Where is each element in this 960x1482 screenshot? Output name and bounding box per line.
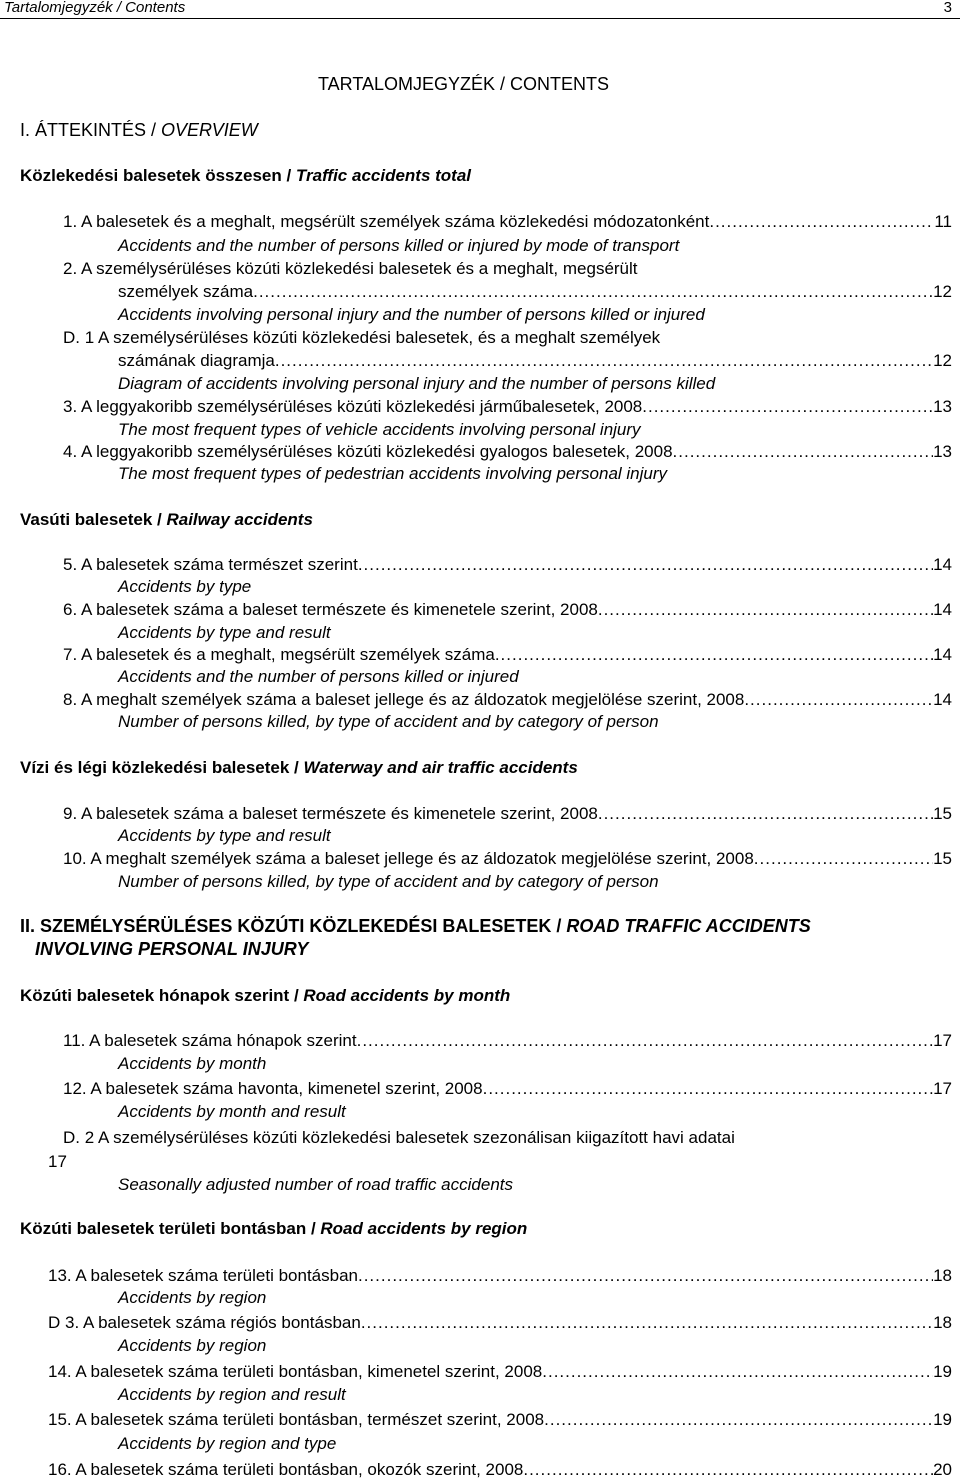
- toc-entry-9[interactable]: 9. A balesetek száma a baleset természete és kimenetele szerint, 2008 ..... 15: [63, 804, 952, 824]
- toc-entry-15-english: Accidents by region and type: [118, 1434, 337, 1453]
- toc-entry-3[interactable]: 3. A leggyakoribb személysérüléses közúti közlekedési járműbalesetek, 2008 ..... 13: [63, 397, 952, 417]
- toc-entry-d1[interactable]: számának diagramja ..... 12: [118, 351, 952, 371]
- section-heading-waterway-air: Vízi és légi közlekedési balesetek / Waterway and air traffic accidents: [20, 758, 578, 777]
- toc-entry-10[interactable]: 10. A meghalt személyek száma a baleset jellege és az áldozatok megjelölése szerint, 2008 ..... 15: [63, 849, 952, 869]
- toc-entry-11-english: Accidents by month: [118, 1054, 267, 1073]
- toc-entry-6[interactable]: 6. A balesetek száma a baleset természete és kimenetele szerint, 2008 ..... 14: [63, 600, 952, 620]
- page-title: TARTALOMJEGYZÉK / CONTENTS: [318, 74, 610, 94]
- page-number: 3: [943, 0, 952, 16]
- toc-entry-12-english: Accidents by month and result: [118, 1102, 346, 1121]
- part-heading-road-traffic: II. SZEMÉLYSÉRÜLÉSES KÖZÚTI KÖZLEKEDÉSI BALESETEK / ROAD TRAFFIC ACCIDENTS: [20, 916, 811, 936]
- section-heading-by-month: Közúti balesetek hónapok szerint / Road accidents by month: [20, 986, 511, 1005]
- toc-entry-6-english: Accidents by type and result: [118, 623, 331, 642]
- toc-entry-15[interactable]: 15. A balesetek száma területi bontásban, természet szerint, 2008 ..... 19: [48, 1410, 952, 1430]
- toc-entry-7[interactable]: 7. A balesetek és a meghalt, megsérült személyek száma ..... 14: [63, 645, 952, 665]
- toc-entry-d2-page: 17: [48, 1152, 67, 1171]
- page-header: [0, 0, 960, 19]
- section-heading-by-region: Közúti balesetek területi bontásban / Road accidents by region: [20, 1219, 528, 1238]
- toc-entry-4-english: The most frequent types of pedestrian accidents involving personal injury: [118, 464, 668, 483]
- toc-entry-16[interactable]: 16. A balesetek száma területi bontásban, okozók szerint, 2008 ..... 20: [48, 1460, 952, 1480]
- toc-entry-7-english: Accidents and the number of persons killed or injured: [118, 667, 519, 686]
- toc-entry-2-english: Accidents involving personal injury and the number of persons killed or injured: [118, 305, 705, 324]
- toc-entry-13[interactable]: 13. A balesetek száma területi bontásban ..... 18: [48, 1266, 952, 1286]
- part-heading-overview: I. ÁTTEKINTÉS / OVERVIEW: [20, 120, 258, 140]
- section-heading-railway: Vasúti balesetek / Railway accidents: [20, 510, 313, 529]
- toc-entry-d3[interactable]: D 3. A balesetek száma régiós bontásban ..... 18: [48, 1313, 952, 1333]
- toc-entry-2-line1: 2. A személysérüléses közúti közlekedési balesetek és a meghalt, megsérült: [63, 259, 638, 278]
- toc-entry-1-english: Accidents and the number of persons killed or injured by mode of transport: [118, 236, 680, 255]
- toc-entry-2[interactable]: személyek száma ..... 12: [118, 282, 952, 302]
- toc-entry-8-english: Number of persons killed, by type of accident and by category of person: [118, 712, 659, 731]
- section-heading-traffic-total: Közlekedési balesetek összesen / Traffic accidents total: [20, 166, 472, 185]
- toc-entry-3-english: The most frequent types of vehicle accidents involving personal injury: [118, 420, 641, 439]
- toc-entry-8[interactable]: 8. A meghalt személyek száma a baleset jellege és az áldozatok megjelölése szerint, 2008 ..... 14: [63, 690, 952, 710]
- toc-entry-d2-english: Seasonally adjusted number of road traffic accidents: [118, 1175, 514, 1194]
- toc-entry-d3-english: Accidents by region: [118, 1336, 267, 1355]
- toc-entry-d1-line1: D. 1 A személysérüléses közúti közlekedési balesetek, és a meghalt személyek: [63, 328, 661, 347]
- part-heading-road-traffic-line2: INVOLVING PERSONAL INJURY: [35, 939, 309, 959]
- toc-entry-5-english: Accidents by type: [118, 577, 252, 596]
- toc-entry-12[interactable]: 12. A balesetek száma havonta, kimenetel szerint, 2008 ..... 17: [63, 1079, 952, 1099]
- toc-entry-4[interactable]: 4. A leggyakoribb személysérüléses közúti közlekedési gyalogos balesetek, 2008 ..... 13: [63, 442, 952, 462]
- toc-entry-5[interactable]: 5. A balesetek száma természet szerint ..... 14: [63, 555, 952, 575]
- toc-entry-11[interactable]: 11. A balesetek száma hónapok szerint ..... 17: [63, 1031, 952, 1051]
- toc-entry-d2[interactable]: D. 2 A személysérüléses közúti közlekedési balesetek szezonálisan kiigazított havi adatai: [63, 1128, 735, 1147]
- toc-entry-d1-english: Diagram of accidents involving personal injury and the number of persons killed: [118, 374, 716, 393]
- toc-entry-14-english: Accidents by region and result: [118, 1385, 346, 1404]
- toc-entry-9-english: Accidents by type and result: [118, 826, 331, 845]
- toc-entry-1[interactable]: 1. A balesetek és a meghalt, megsérült személyek száma közlekedési módozatonként ..... 11: [63, 212, 952, 232]
- toc-entry-14[interactable]: 14. A balesetek száma területi bontásban, kimenetel szerint, 2008 ..... 19: [48, 1362, 952, 1382]
- running-title: Tartalomjegyzék / Contents: [4, 0, 186, 16]
- toc-entry-13-english: Accidents by region: [118, 1288, 267, 1307]
- toc-entry-10-english: Number of persons killed, by type of accident and by category of person: [118, 872, 659, 891]
